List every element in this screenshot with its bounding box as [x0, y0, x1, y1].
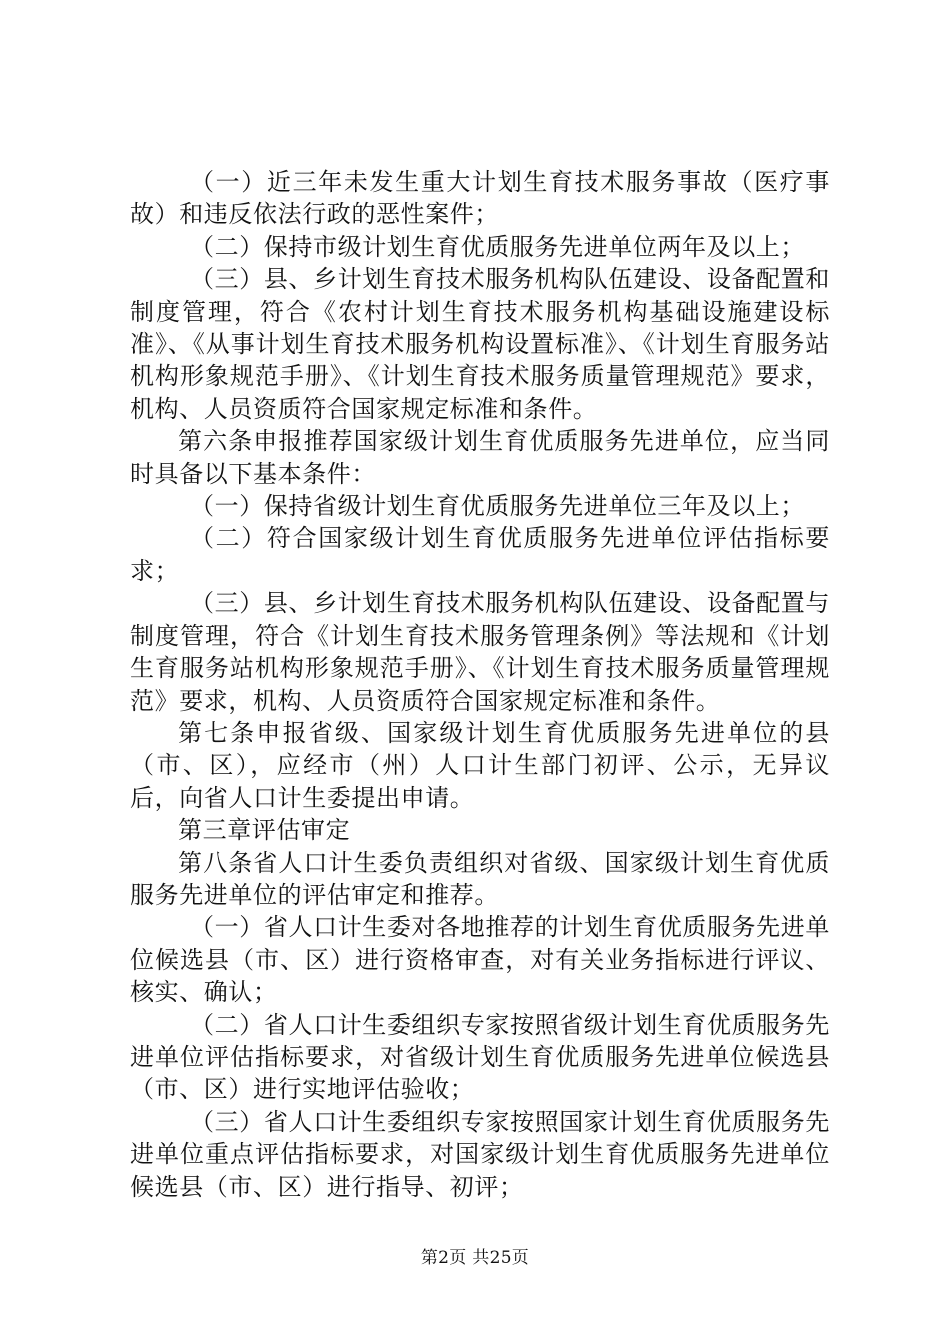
article-paragraph: 第六条申报推荐国家级计划生育优质服务先进单位，应当同时具备以下基本条件： — [130, 427, 830, 488]
clause-paragraph: （三）省人口计生委组织专家按照国家计划生育优质服务先进单位重点评估指标要求，对国家级计划生育优质服务先进单位候选县（市、区）进行指导、初评； — [130, 1107, 830, 1201]
article-paragraph: 第八条省人口计生委负责组织对省级、国家级计划生育优质服务先进单位的评估审定和推荐。 — [130, 848, 830, 909]
clause-paragraph: （三）县、乡计划生育技术服务机构队伍建设、设备配置和制度管理，符合《农村计划生育技术服务机构基础设施建设标准》、《从事计划生育技术服务机构设置标准》、《计划生育服务站机构形象规范手册》、《计划生育技术服务质量管理规范》要求，机构、人员资质符合国家规定标准和条件。 — [130, 265, 830, 423]
document-body — [130, 166, 830, 1203]
clause-paragraph: （三）县、乡计划生育技术服务机构队伍建设、设备配置与制度管理，符合《计划生育技术服务管理条例》等法规和《计划生育服务站机构形象规范手册》、《计划生育技术服务质量管理规范》要求，机构、人员资质符合国家规定标准和条件。 — [130, 589, 830, 715]
clause-paragraph: （一）近三年未发生重大计划生育技术服务事故（医疗事故）和违反依法行政的恶性案件； — [130, 168, 830, 229]
clause-paragraph: （一）省人口计生委对各地推荐的计划生育优质服务先进单位候选县（市、区）进行资格审查，对有关业务指标进行评议、核实、确认； — [130, 913, 830, 1007]
clause-paragraph: （二）符合国家级计划生育优质服务先进单位评估指标要求； — [130, 524, 830, 585]
clause-paragraph: （二）省人口计生委组织专家按照省级计划生育优质服务先进单位评估指标要求，对省级计划生育优质服务先进单位候选县（市、区）进行实地评估验收； — [130, 1010, 830, 1104]
page-number-footer: 第2页 共25页 — [420, 1248, 530, 1268]
clause-paragraph: （一）保持省级计划生育优质服务先进单位三年及以上； — [190, 492, 805, 521]
article-paragraph: 第七条申报省级、国家级计划生育优质服务先进单位的县（市、区），应经市（州）人口计生部门初评、公示，无异议后，向省人口计生委提出申请。 — [130, 718, 830, 812]
clause-paragraph: （二）保持市级计划生育优质服务先进单位两年及以上； — [190, 232, 805, 261]
chapter-heading: 第三章评估审定 — [178, 816, 351, 845]
